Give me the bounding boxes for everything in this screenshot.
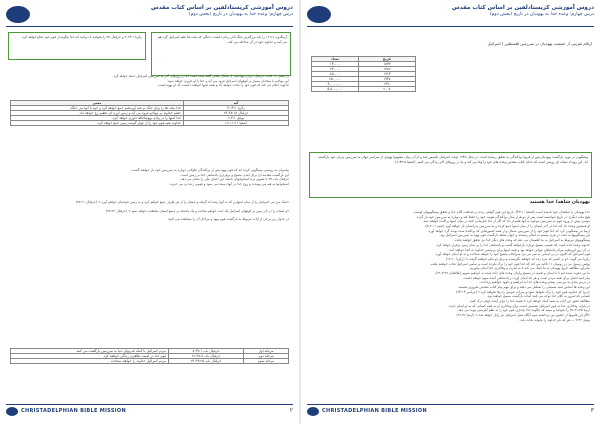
header-divider <box>307 26 594 27</box>
text-line: در پایان، وفاداری خدا به قوم اسرائیل تضمینی است برای وفاداری او به همه کسانی که به او ایمان دارند. <box>448 303 590 308</box>
section-heading: یهودیان شاهدا خدا هستند <box>529 200 590 205</box>
text-line: زکریا می گوید: «و بر کسی که نیزه زده اند خواهند نگریست و برای او ماتم خواهند گرفت.» (زکریا ۱۲:۱۰) <box>445 256 590 261</box>
header-subtitle: درس چهارم: وعده خدا به یهودیان در تاریخ (بخش دوم) <box>489 12 594 17</box>
table-cell: ۲۰۰۸ <box>359 87 416 92</box>
table-cell: مرحله دوم <box>244 354 289 359</box>
table-header: تعداد <box>312 57 359 62</box>
right-page <box>301 0 600 424</box>
text-line: خدا یهودیان را شاهدان خود نامیده است (اشعیا ۴۳:۱۰). تاریخ این قوم گواهی زنده بر صداقت کلام خدا و تحقق پیشگوییهای اوست. <box>412 210 590 214</box>
body-paragraph <box>311 210 590 394</box>
table-cell: ۵,۵۰۰,۰۰۰ <box>312 87 359 92</box>
text-line: پیام امید انجیل برای همه مردم است و هر که ایمان آورد در پادشاهی آینده سهم خواهد داشت. <box>462 275 590 280</box>
text-line: خداوند وعده داده است که عیسی مسیح دوباره بازخواهد گشت و پادشاهی خدا را بر تمام زمین برقرار خواهد کرد. <box>435 242 590 247</box>
mission-logo-icon <box>307 6 331 23</box>
text-line: بنابراین مطالعه تاریخ یهودیان به ما کمک می کند تا به قدرت و وفاداری خدا ایمان بیاوریم. <box>469 266 590 271</box>
text-line: قوم اسرائیل که اکنون در بی ایمانی به سر می برد سرانجام مسیح خود را خواهد شناخت و به او ایمان خواهد آورد. <box>434 252 590 257</box>
text-line: او همچنین وعده داد که خدا در آخر ایشان را از میان امتها جمع کرده و به سرزمین پدرانشان باز خواهد آورد (تثنیه ۳۰:۱-۵). <box>424 224 590 229</box>
page-number: ۳ <box>590 407 594 414</box>
text-line: ما نیز دعوت شده ایم تا با ایمان و تعمید در مسیح وارثان وعده های داده شده به ابراهیم شویم (غلاطیان ۳:۲۷-۲۹). <box>434 270 590 275</box>
page-footer <box>307 404 594 418</box>
table-cell: یوئیل ۳:۱-۲ <box>184 116 289 121</box>
text-line: مطالعه دقیق این آیات به شما کمک خواهد کرد تا نقشه خدا را برای آینده جهان درک کنید. <box>469 299 590 304</box>
footer-mission: CHRISTADELPHIAN BIBLE MISSION <box>322 408 427 414</box>
table-row <box>312 87 416 92</box>
text-line: این وعده ها اساس امید مسیحی را تشکیل می دهند و برای فهم پیام کتاب مقدس ضروری هستند. <box>457 285 590 289</box>
header-text <box>151 5 293 17</box>
table-cell: ۴,۰۰۰,۰۰۰ <box>312 82 359 87</box>
table-row <box>11 359 289 364</box>
table-cell: خدا امتها را در وادی یهوشافاط داوری خواهد کرد. <box>11 116 184 121</box>
table-cell: ۱۸۸۲ <box>359 67 416 72</box>
footer-divider <box>307 404 594 405</box>
text-line: این پیشگوییها به دقت در قرن بیستم به انجام رسیدند و جهان شاهد بازگشت قوم یهود به سرزمین اسرائیل بود. <box>439 233 590 238</box>
text-line: پیامبران به روشنی پیشگویی کرده اند که قوم یهود پس از پراکندگی طولانی دوباره به سرزمین خود باز خواهند گشت. <box>130 168 289 172</box>
table-header: تاریخ <box>359 57 416 62</box>
text-line: «زیرا که خداوند قوم خود را ترک نخواهد نمود و میراث خویش را رها نخواهد کرد.» (مزامیر ۹۴:۱۴) <box>455 289 590 294</box>
header-divider <box>6 26 293 27</box>
page-footer <box>6 404 293 418</box>
table-cell: ۶۵۰,۰۰۰ <box>312 77 359 82</box>
header-text <box>452 5 594 17</box>
body-paragraph <box>10 168 289 192</box>
table-cell: حزقیال باب ۳۹:۲۵-۲۹ <box>169 359 244 364</box>
text-line: در آن روز اورشلیم مرکز پادشاهی جهانی خواهد بود و همه امتها برای پرستش خداوند به آنجا خواهند آمد. <box>448 247 590 252</box>
scripture-table <box>10 100 289 126</box>
left-page <box>0 0 299 424</box>
table-header: معنی <box>11 101 184 106</box>
mission-logo-icon <box>6 407 18 416</box>
table-row <box>11 121 289 126</box>
text-line: موسی پیش از ورود قوم به سرزمین موعود به آنها هشدار داد که اگر از خدا نافرمانی کنند در میان امتها پراکنده خواهند شد. <box>422 219 590 224</box>
text-line: پیشگوییهای مربوط به اسرائیل به ما اطمینان می دهد که وعده های دیگر خدا نیز تحقق خواهند یافت. <box>453 238 590 243</box>
table-cell: خدا ملت ها را برای جنگ بر ضد اورشلیم جمع خواهد کرد و خود با آنها می جنگد. <box>11 106 184 111</box>
table-cell: ۱۴,۰۰۰ <box>312 62 359 67</box>
table-cell: ۱۹۱۴ <box>359 72 416 77</box>
table-cell: حزقیال باب ۳۷:۱-۸ <box>169 349 244 354</box>
table-cell: خشم خداوند بر مهاجم فرود می آید و زمین لرزه ای عظیم رخ خواهد داد. <box>11 111 184 116</box>
population-table <box>311 56 416 92</box>
table-cell: مردم اسرائیل با کمک قدرتهای دنیا به سرزمین بازگشت می کنند <box>11 349 169 354</box>
text-line: کسانی که امروز به کلام خدا توجه می کنند آماده بازگشت مسیح خواهند بود. <box>486 294 590 299</box>
header-title: دروس آموزشی کریستادلفین بر اساس کتاب مقدس <box>151 5 293 11</box>
text-line: در فصل ۳۸ کتاب حزقیال درباره مهاجمی از شمال سخن گفته شده است که در روزهای آخر به سرزمین اسرائیل حمله خواهد کرد. <box>112 74 289 78</box>
text-line: حزقیال باب ۳۷ با تصویر دره استخوانهای خشک این احیای ملی را نشان می دهد. <box>179 177 289 182</box>
text-line: در جدول زیر برخی از آیات مربوط به بازگشت قوم یهود و مراحل آن را مشاهده می کنید: <box>167 217 289 222</box>
fulfillment-box: پیشگویی در مورد بازگشت یهودیان پس از قرنها پراکندگی به تحقق رسیده است. در سال ۱۹۴۸ دولت اسرائیل تأسیس شد و از آن زمان میلیونها یهودی از سراسر جهان به سرزمین پدران خود بازگشته اند. این رویداد نشانه ای روشن است که خدای کتاب مقدس وعده های خود را وفا می کند و ما در روزهای آخر زندگی می کنیم. (اشعیا ۴۳:۵-۶) <box>309 152 592 198</box>
quote-paragraph <box>10 200 289 330</box>
page-header <box>6 4 293 26</box>
table-cell: اشعیا ۱۱:۱۱-۱۲ <box>184 121 289 126</box>
text-line: ارمیا نیز پیشگویی کرد که خدا قوم خود را از سرزمین شمال و از همه کشورهایی که پراکنده شده بودند گرد خواهد آورد. <box>427 228 590 233</box>
table-cell: زکریا ۱۴:۱-۳ <box>184 106 289 111</box>
table-cell: ۸۵,۰۰۰ <box>312 72 359 77</box>
table-cell: ۱۹۹۰ <box>359 82 416 87</box>
table-cell: ۱۹۴۸ <box>359 77 416 82</box>
table-cell: خداوند بقیه قوم خود را از چهار گوشه زمین جمع خواهد کرد. <box>11 121 184 126</box>
text-line: در درس بعدی به بررسی بیشتر وعده های خدا به ابراهیم و داوود خواهیم پرداخت. <box>479 280 590 285</box>
table-header: آیه <box>184 101 289 106</box>
intro-paragraph <box>10 74 289 98</box>
text-line: خداوند اعلام می کند که قوم خود را نجات خواهد داد و همه امتها خواهند دانست که او یهوه است. <box>157 83 289 88</box>
page-header <box>307 4 594 26</box>
page-number: ۲ <box>289 407 293 414</box>
table-cell: حزقیال ۳۸:۱۸-۲۳ <box>184 111 289 116</box>
table-cell: قوم خدا در امنیت ظاهری زندگی خواهند کرد <box>11 354 169 359</box>
text-line: پولس رسول نیز در رومیان ۱۱ تأکید می کند که خدا قوم خود را ترک نکرده است و تمامی اسرائیل نجات خواهند یافت. <box>429 261 590 266</box>
table-cell: ۲۴,۰۰۰ <box>312 67 359 72</box>
text-line: هیچ ملت دیگری در تاریخ نتوانسته است پس از دو هزار سال پراکندگی هویت خود را حفظ کند و دوباره به سرزمین خود باز گردد. <box>415 214 590 219</box>
text-line: یوئیل ۲:۳۲ — هر که نام خداوند را بخواند نجات یابد. <box>519 317 590 322</box>
text-line: «اگر این قانونها از حضور من برداشته شود آنگاه نسل اسرائیل نیز زایل خواهد شد.» (ارمیا ۳۱:۳۶) <box>456 313 590 318</box>
table-cell: مرحله سوم <box>244 359 289 364</box>
scripture-box: آرمگدون ۱۶:۱۶ را باید بزرگترین جنگ آخر زمان دانست؛ جنگی که ملت ها علیه اسرائیل گرد هم می آیند و خداوند خود در آن مداخله می کند. <box>151 32 291 76</box>
table-cell: مردم اسرائیل خداوند را خواهند شناخت <box>11 359 169 364</box>
text-line: این بازگشت مقدمه ای برای آمدن مسیح و برقراری پادشاهی خدا بر زمین است. <box>179 172 289 177</box>
table-cell: مرحله اول <box>244 349 289 354</box>
header-subtitle: درس چهارم: وعده خدا به یهودیان در تاریخ (بخش دوم) <box>188 12 293 17</box>
scripture-quote: «اینک من بنی اسرائیل را از میان امتهایی که به آنها رفته اند گرفته و ایشان را از هر طرف جمع خواهم کرد و به زمین خودشان خواهم آورد.» (حزقیال ۳۷:۲۱) <box>75 200 289 204</box>
footer-divider <box>6 404 293 405</box>
header-title: دروس آموزشی کریستادلفین بر اساس کتاب مقدس <box>452 5 594 11</box>
table-cell: ۱۸۴۷ <box>359 62 416 67</box>
stages-table <box>10 348 289 364</box>
table-cell: حزقیال باب ۳۸:۸-۱۲ <box>169 354 244 359</box>
mission-logo-icon <box>6 6 30 23</box>
scripture-quote: «و ایشان را در آن زمین بر کوههای اسرائیل یک امت خواهم ساخت و یک پادشاه بر جمیع ایشان سلطنت خواهد نمود.» (حزقیال ۳۷:۲۲) <box>105 208 289 213</box>
footer-mission: CHRISTADELPHIAN BIBLE MISSION <box>21 408 126 414</box>
text-line: استخوانها به هم می پیوندند و روح خدا در آنها دمیده می شود و قومی زنده بر می خیزند. <box>168 182 289 187</box>
reading-box: زکریا ۱۴:۱-۳ و حزقیال ۳۸ را بخوانید تا دریابید که خدا چگونه از قوم خود دفاع خواهد کرد. <box>8 32 146 60</box>
table-caption: ارقام تقریبی از جمعیت یهودیان در سرزمین فلسطین / اسرائیل <box>487 42 592 46</box>
text-line: این مهاجم با متحدان بسیار بر کوههای اسرائیل فرود می آید و خدا با او داوری خواهد نمود. <box>166 78 289 83</box>
mission-logo-icon <box>307 407 319 416</box>
text-line: ارمیا ۳۱:۳۵-۳۷ را بخوانید و ببینید که چگونه خدا پایداری قوم خود را به نظم آفرینش پیوند می دهد. <box>457 308 590 313</box>
